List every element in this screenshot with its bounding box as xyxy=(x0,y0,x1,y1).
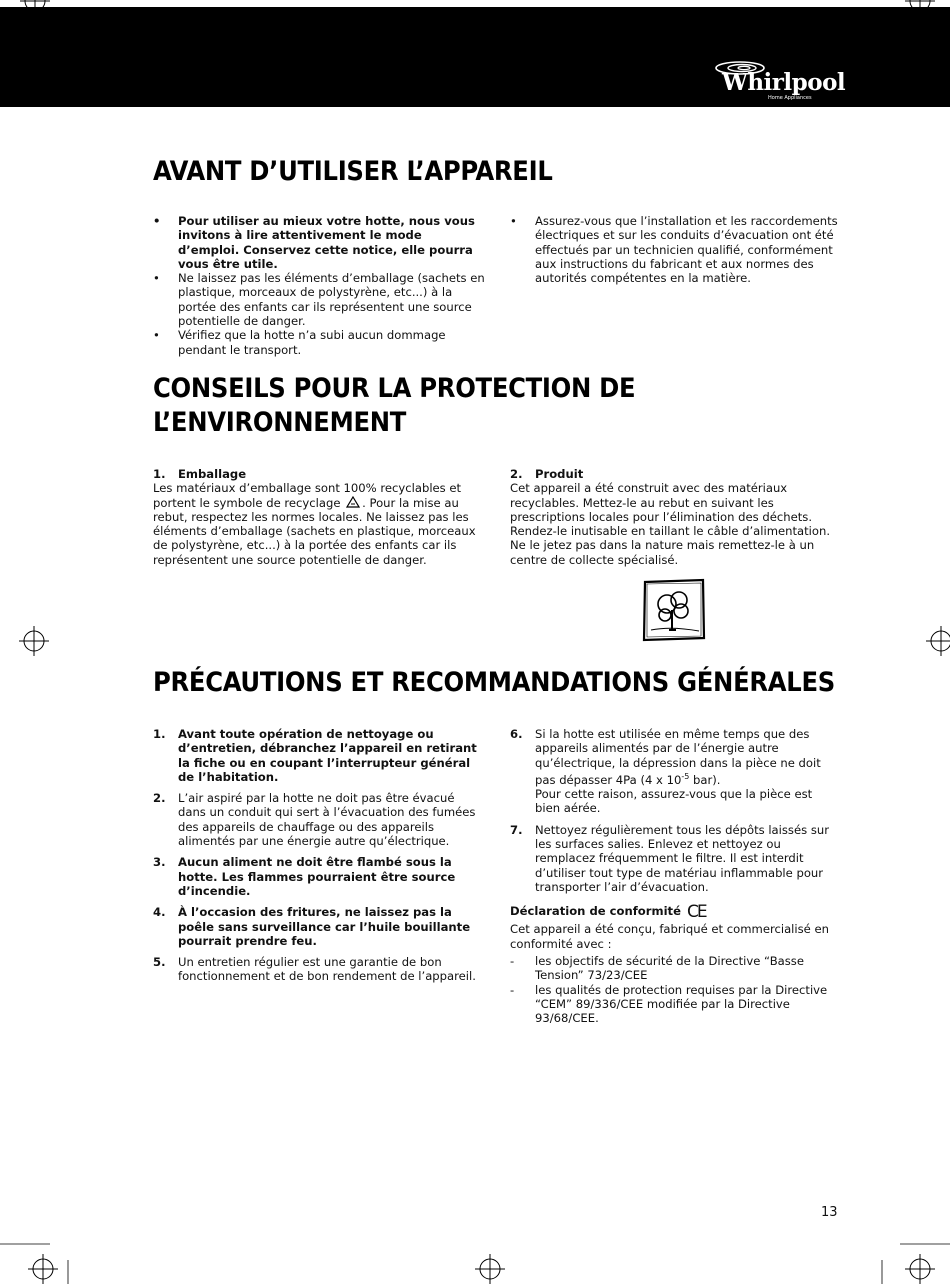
declaration-heading: Déclaration de conformité CE xyxy=(510,902,706,923)
list-item: 1. Avant toute opération de nettoyage ou d’entretien, débranchez l’appareil en retirant la fiche ou en coupant l’interrupteur général de l’habitation. xyxy=(153,727,477,784)
section-title-precautions: PRÉCAUTIONS ET RECOMMANDATIONS GÉNÉRALES xyxy=(153,667,835,698)
before-use-left-column xyxy=(153,214,485,357)
list-item: 4. À l’occasion des fritures, ne laissez pas la poêle sans surveillance car l’huile bouillante pourrait prendre feu. xyxy=(153,905,471,948)
brand-name: Whirlpool xyxy=(722,69,846,96)
product-heading: 2. Produit xyxy=(510,467,584,481)
declaration-intro: Cet appareil a été conçu, fabriqué et commercialisé en conformité avec : xyxy=(510,922,829,951)
registration-mark-icon xyxy=(926,626,950,656)
ce-mark-icon: CE xyxy=(686,902,706,923)
list-item: 3. Aucun aliment ne doit être flambé sous la hotte. Les flammes pourraient être source d’incendie. xyxy=(153,855,456,898)
page-number: 13 xyxy=(821,1205,838,1220)
list-item: 5. Un entretien régulier est une garantie de bon fonctionnement et de bon rendement de l’appareil. xyxy=(153,955,476,984)
before-use-right-column xyxy=(510,214,842,285)
title-line: CONSEILS POUR LA PROTECTION DE xyxy=(153,373,636,404)
list-item: • Pour utiliser au mieux votre hotte, nous vous invitons à lire attentivement le mode d’emploi. Conservez cette notice, elle pourra vous être utile. xyxy=(153,214,485,271)
packaging-heading: 1. Emballage xyxy=(153,467,247,481)
packaging-column xyxy=(153,467,483,567)
registration-mark-icon xyxy=(19,626,49,656)
list-item: • Ne laissez pas les éléments d’emballage (sachets en plastique, morceaux de polystyrène, etc...) à la portée des enfants car ils représentent une source potentielle de danger. xyxy=(153,271,485,328)
list-item: - les qualités de protection requises par la Directive “CEM” 89/336/CEE modifiée par la Directive 93/68/CEE. xyxy=(510,983,840,1026)
packaging-text: Les matériaux d’emballage sont 100% recyclables et portent le symbole de recyclage . Pour la mise au rebut, respectez les normes locales. Ne laissez pas les éléments d’emballage (sachets en plastique, morceaux de polystyrène, etc...) à la portée des enfants car ils représentent une source potentielle de danger. xyxy=(153,481,476,567)
recycle-icon xyxy=(346,496,360,508)
list-item: 6. Si la hotte est utilisée en même temps que des appareils alimentés par de l’énergie autre qu’électrique, la dépression dans la pièce ne doit pas dépasser 4Pa (4 x $10^{-5}$ bar). Pour cette raison, assurez-vous que la pièce est bien aérée. xyxy=(510,727,821,816)
precautions-left-column xyxy=(153,727,483,991)
product-text: Cet appareil a été construit avec des matériaux recyclables. Mettez-le au rebut en suivant les prescriptions locales pour l’élimination des déchets. Rendez-le inutisable en taillant le câble d’alimentation. Ne le jetez pas dans la nature mais remettez-le à un centre de collecte spécialisé. xyxy=(510,481,831,567)
list-item: - les objectifs de sécurité de la Directive “Basse Tension” 73/23/CEE xyxy=(510,954,840,983)
precautions-right-column xyxy=(510,727,840,1026)
title-line: L’ENVIRONNEMENT xyxy=(153,407,407,438)
whirlpool-logo xyxy=(712,60,844,104)
crop-marks xyxy=(0,1230,950,1284)
list-item: • Assurez-vous que l’installation et les raccordements électriques et sur les conduits d’évacuation ont été effectués par un technicien qualifié, conformément aux instructions du fabricant et aux normes des autorités compétentes en la matière. xyxy=(510,214,842,285)
list-item: 7. Nettoyez régulièrement tous les dépôts laissés sur les surfaces salies. Enlevez et nettoyez ou remplacez fréquemment le filtre. Il est interdit d’utiliser tout type de matériau inflammable pour transporter l’air d’évacuation. xyxy=(510,822,829,894)
product-column xyxy=(510,467,845,567)
brand-tagline: Home Appliances xyxy=(768,95,812,101)
section-title-environment xyxy=(153,372,635,440)
list-item: • Vérifiez que la hotte n’a subi aucun dommage pendant le transport. xyxy=(153,328,485,357)
section-title-before-use: AVANT D’UTILISER L’APPAREIL xyxy=(153,156,553,187)
environment-tree-icon xyxy=(641,578,707,642)
list-item: 2. L’air aspiré par la hotte ne doit pas être évacué dans un conduit qui sert à l’évacuation des fumées des appareils de chauffage ou des appareils alimentés par une énergie autre qu’électrique. xyxy=(153,791,476,849)
